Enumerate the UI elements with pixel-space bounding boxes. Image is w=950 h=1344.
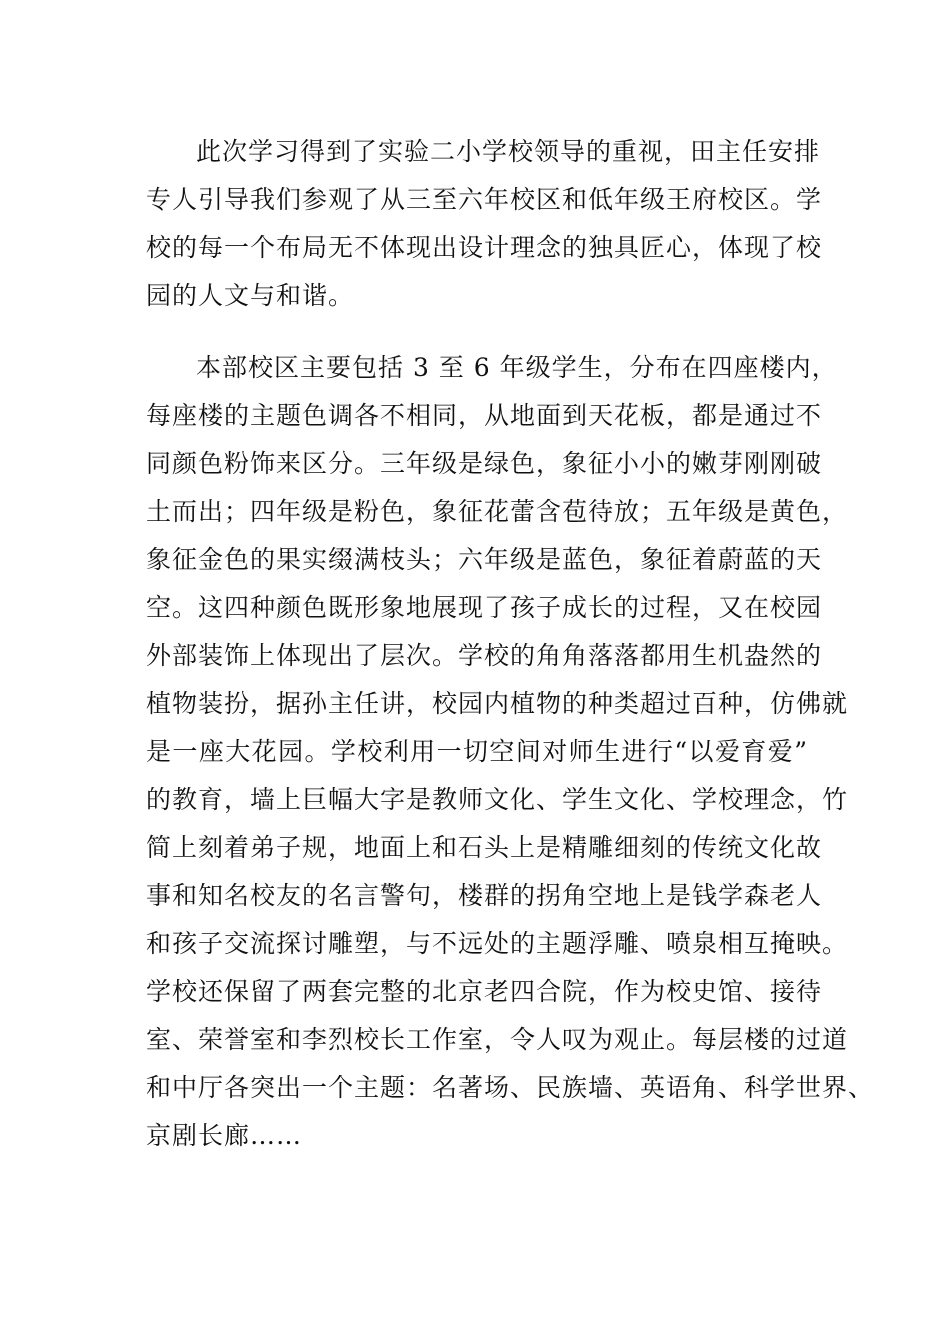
paragraph-line: 空。这四种颜色既形象地展现了孩子成长的过程，又在校园 xyxy=(146,593,823,622)
paragraph-line: 和孩子交流探讨雕塑，与不远处的主题浮雕、喷泉相互掩映。 xyxy=(146,929,849,958)
paragraph-line: 学校还保留了两套完整的北京老四合院，作为校史馆、接待 xyxy=(146,977,823,1006)
paragraph-line: 象征金色的果实缀满枝头；六年级是蓝色，象征着蔚蓝的天 xyxy=(146,545,823,574)
paragraph-line: 此次学习得到了实验二小学校领导的重视，田主任安排 xyxy=(196,137,821,166)
paragraph-line: 本部校区主要包括 3 至 6 年级学生，分布在四座楼内， xyxy=(196,353,838,382)
paragraph-line: 室、荣誉室和李烈校长工作室，令人叹为观止。每层楼的过道 xyxy=(146,1025,849,1054)
paragraph-line: 校的每一个布局无不体现出设计理念的独具匠心，体现了校 xyxy=(146,233,823,262)
paragraph-1 xyxy=(146,128,823,320)
paragraph-line: 同颜色粉饰来区分。三年级是绿色，象征小小的嫩芽刚刚破 xyxy=(146,449,823,478)
paragraph-line: 和中厅各突出一个主题：名著场、民族墙、英语角、科学世界、 xyxy=(146,1073,875,1102)
paragraph-line: 京剧长廊…… xyxy=(146,1121,303,1150)
paragraph-line: 专人引导我们参观了从三至六年校区和低年级王府校区。学 xyxy=(146,185,823,214)
paragraph-line: 每座楼的主题色调各不相同，从地面到天花板，都是通过不 xyxy=(146,401,823,430)
paragraph-line: 简上刻着弟子规，地面上和石头上是精雕细刻的传统文化故 xyxy=(146,833,823,862)
paragraph-line: 事和知名校友的名言警句，楼群的拐角空地上是钱学森老人 xyxy=(146,881,823,910)
paragraph-line: 外部装饰上体现出了层次。学校的角角落落都用生机盎然的 xyxy=(146,641,823,670)
paragraph-line: 的教育，墙上巨幅大字是教师文化、学生文化、学校理念，竹 xyxy=(146,785,849,814)
paragraph-line: 土而出；四年级是粉色，象征花蕾含苞待放；五年级是黄色， xyxy=(146,497,849,526)
paragraph-line: 是一座大花园。学校利用一切空间对师生进行“以爱育爱” xyxy=(146,737,808,766)
paragraph-2 xyxy=(146,344,875,1160)
paragraph-line: 植物装扮，据孙主任讲，校园内植物的种类超过百种，仿佛就 xyxy=(146,689,849,718)
paragraph-line: 园的人文与和谐。 xyxy=(146,281,355,310)
